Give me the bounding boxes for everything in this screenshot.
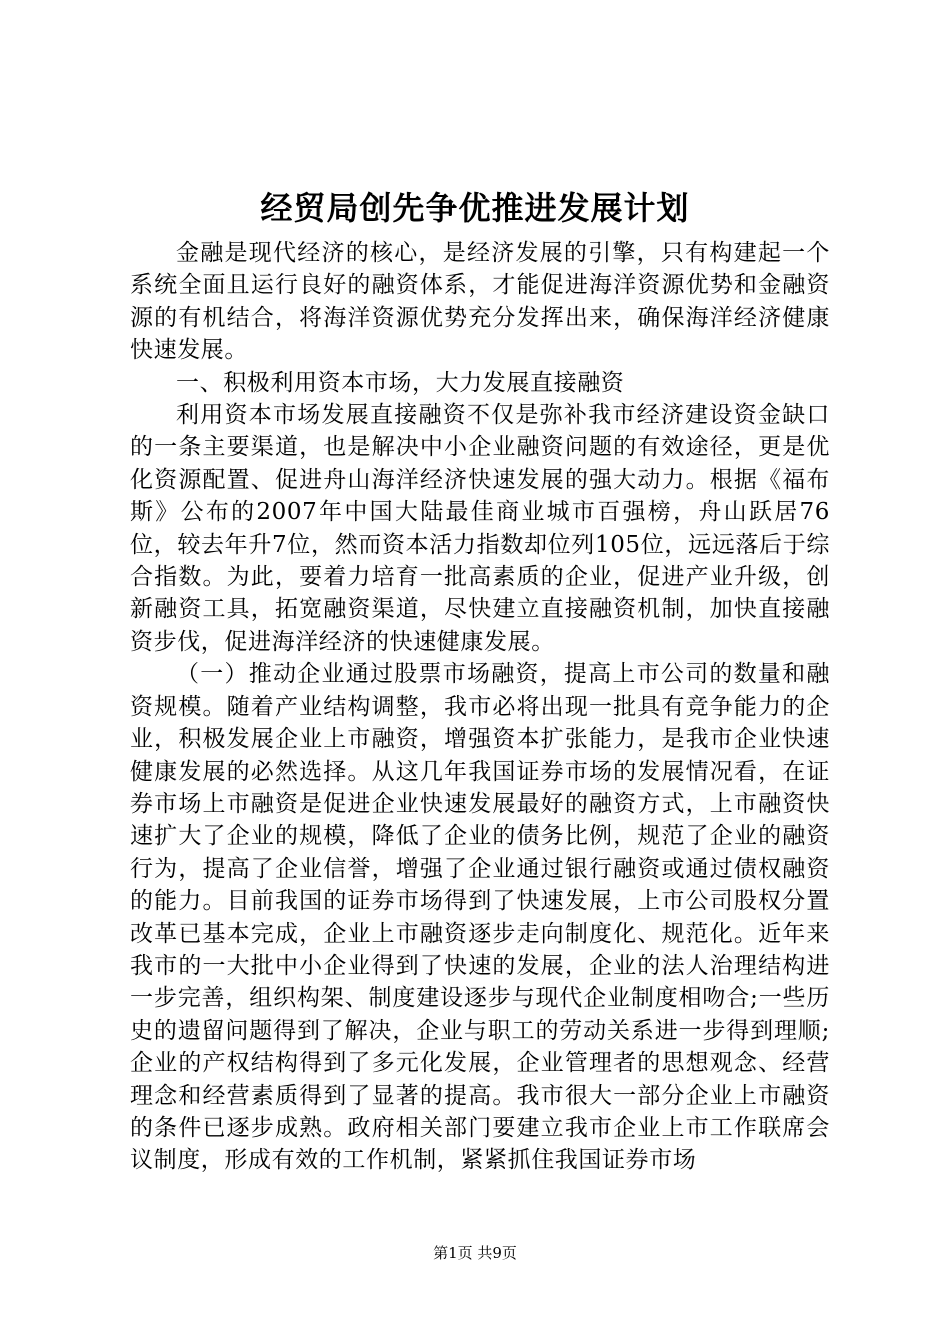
document-body xyxy=(130,237,830,1177)
section-heading-1: 一、积极利用资本市场，大力发展直接融资 xyxy=(176,369,625,396)
paragraph-stock-market: （一）推动企业通过股票市场融资，提高上市公司的数量和融资规模。随着产业结构调整，我市必将出现一批具有竞争能力的企业，积极发展企业上市融资，增强资本扩张能力，是我市企业快速健康发展的必然选择。从这几年我国证券市场的发展情况看，在证券市场上市融资是促进企业快速发展最好的融资方式，上市融资快速扩大了企业的规模，降低了企业的债务比例，规范了企业的融资行为，提高了企业信誉，增强了企业通过银行融资或通过债权融资的能力。目前我国的证券市场得到了快速发展，上市公司股权分置改革已基本完成，企业上市融资逐步走向制度化、规范化。近年来我市的一大批中小企业得到了快速的发展，企业的法人治理结构进一步完善，组织构架、制度建设逐步与现代企业制度相吻合;一些历史的遗留问题得到了解决，企业与职工的劳动关系进一步得到理顺;企业的产权结构得到了多元化发展，企业管理者的思想观念、经营理念和经营素质得到了显著的提高。我市很大一部分企业上市融资的条件已逐步成熟。政府相关部门要建立我市企业上市工作联席会议制度，形成有效的工作机制，紧紧抓住我国证券市场 xyxy=(130,661,830,1174)
page-number-footer: 第1页 共9页 xyxy=(433,1244,517,1262)
paragraph-direct-financing: 利用资本市场发展直接融资不仅是弥补我市经济建设资金缺口的一条主要渠道，也是解决中小企业融资问题的有效途径，更是优化资源配置、促进舟山海洋经济快速发展的强大动力。根据《福布斯》公布的2007年中国大陆最佳商业城市百强榜，舟山跃居76位，较去年升7位，然而资本活力指数却位列105位，远远落后于综合指数。为此，要着力培育一批高素质的企业，促进产业升级，创新融资工具，拓宽融资渠道，尽快建立直接融资机制，加快直接融资步伐，促进海洋经济的快速健康发展。 xyxy=(130,402,830,655)
document-title: 经贸局创先争优推进发展计划 xyxy=(260,189,690,227)
paragraph-intro: 金融是现代经济的核心，是经济发展的引擎，只有构建起一个系统全面且运行良好的融资体系，才能促进海洋资源优势和金融资源的有机结合，将海洋资源优势充分发挥出来，确保海洋经济健康快速发展。 xyxy=(130,240,830,364)
